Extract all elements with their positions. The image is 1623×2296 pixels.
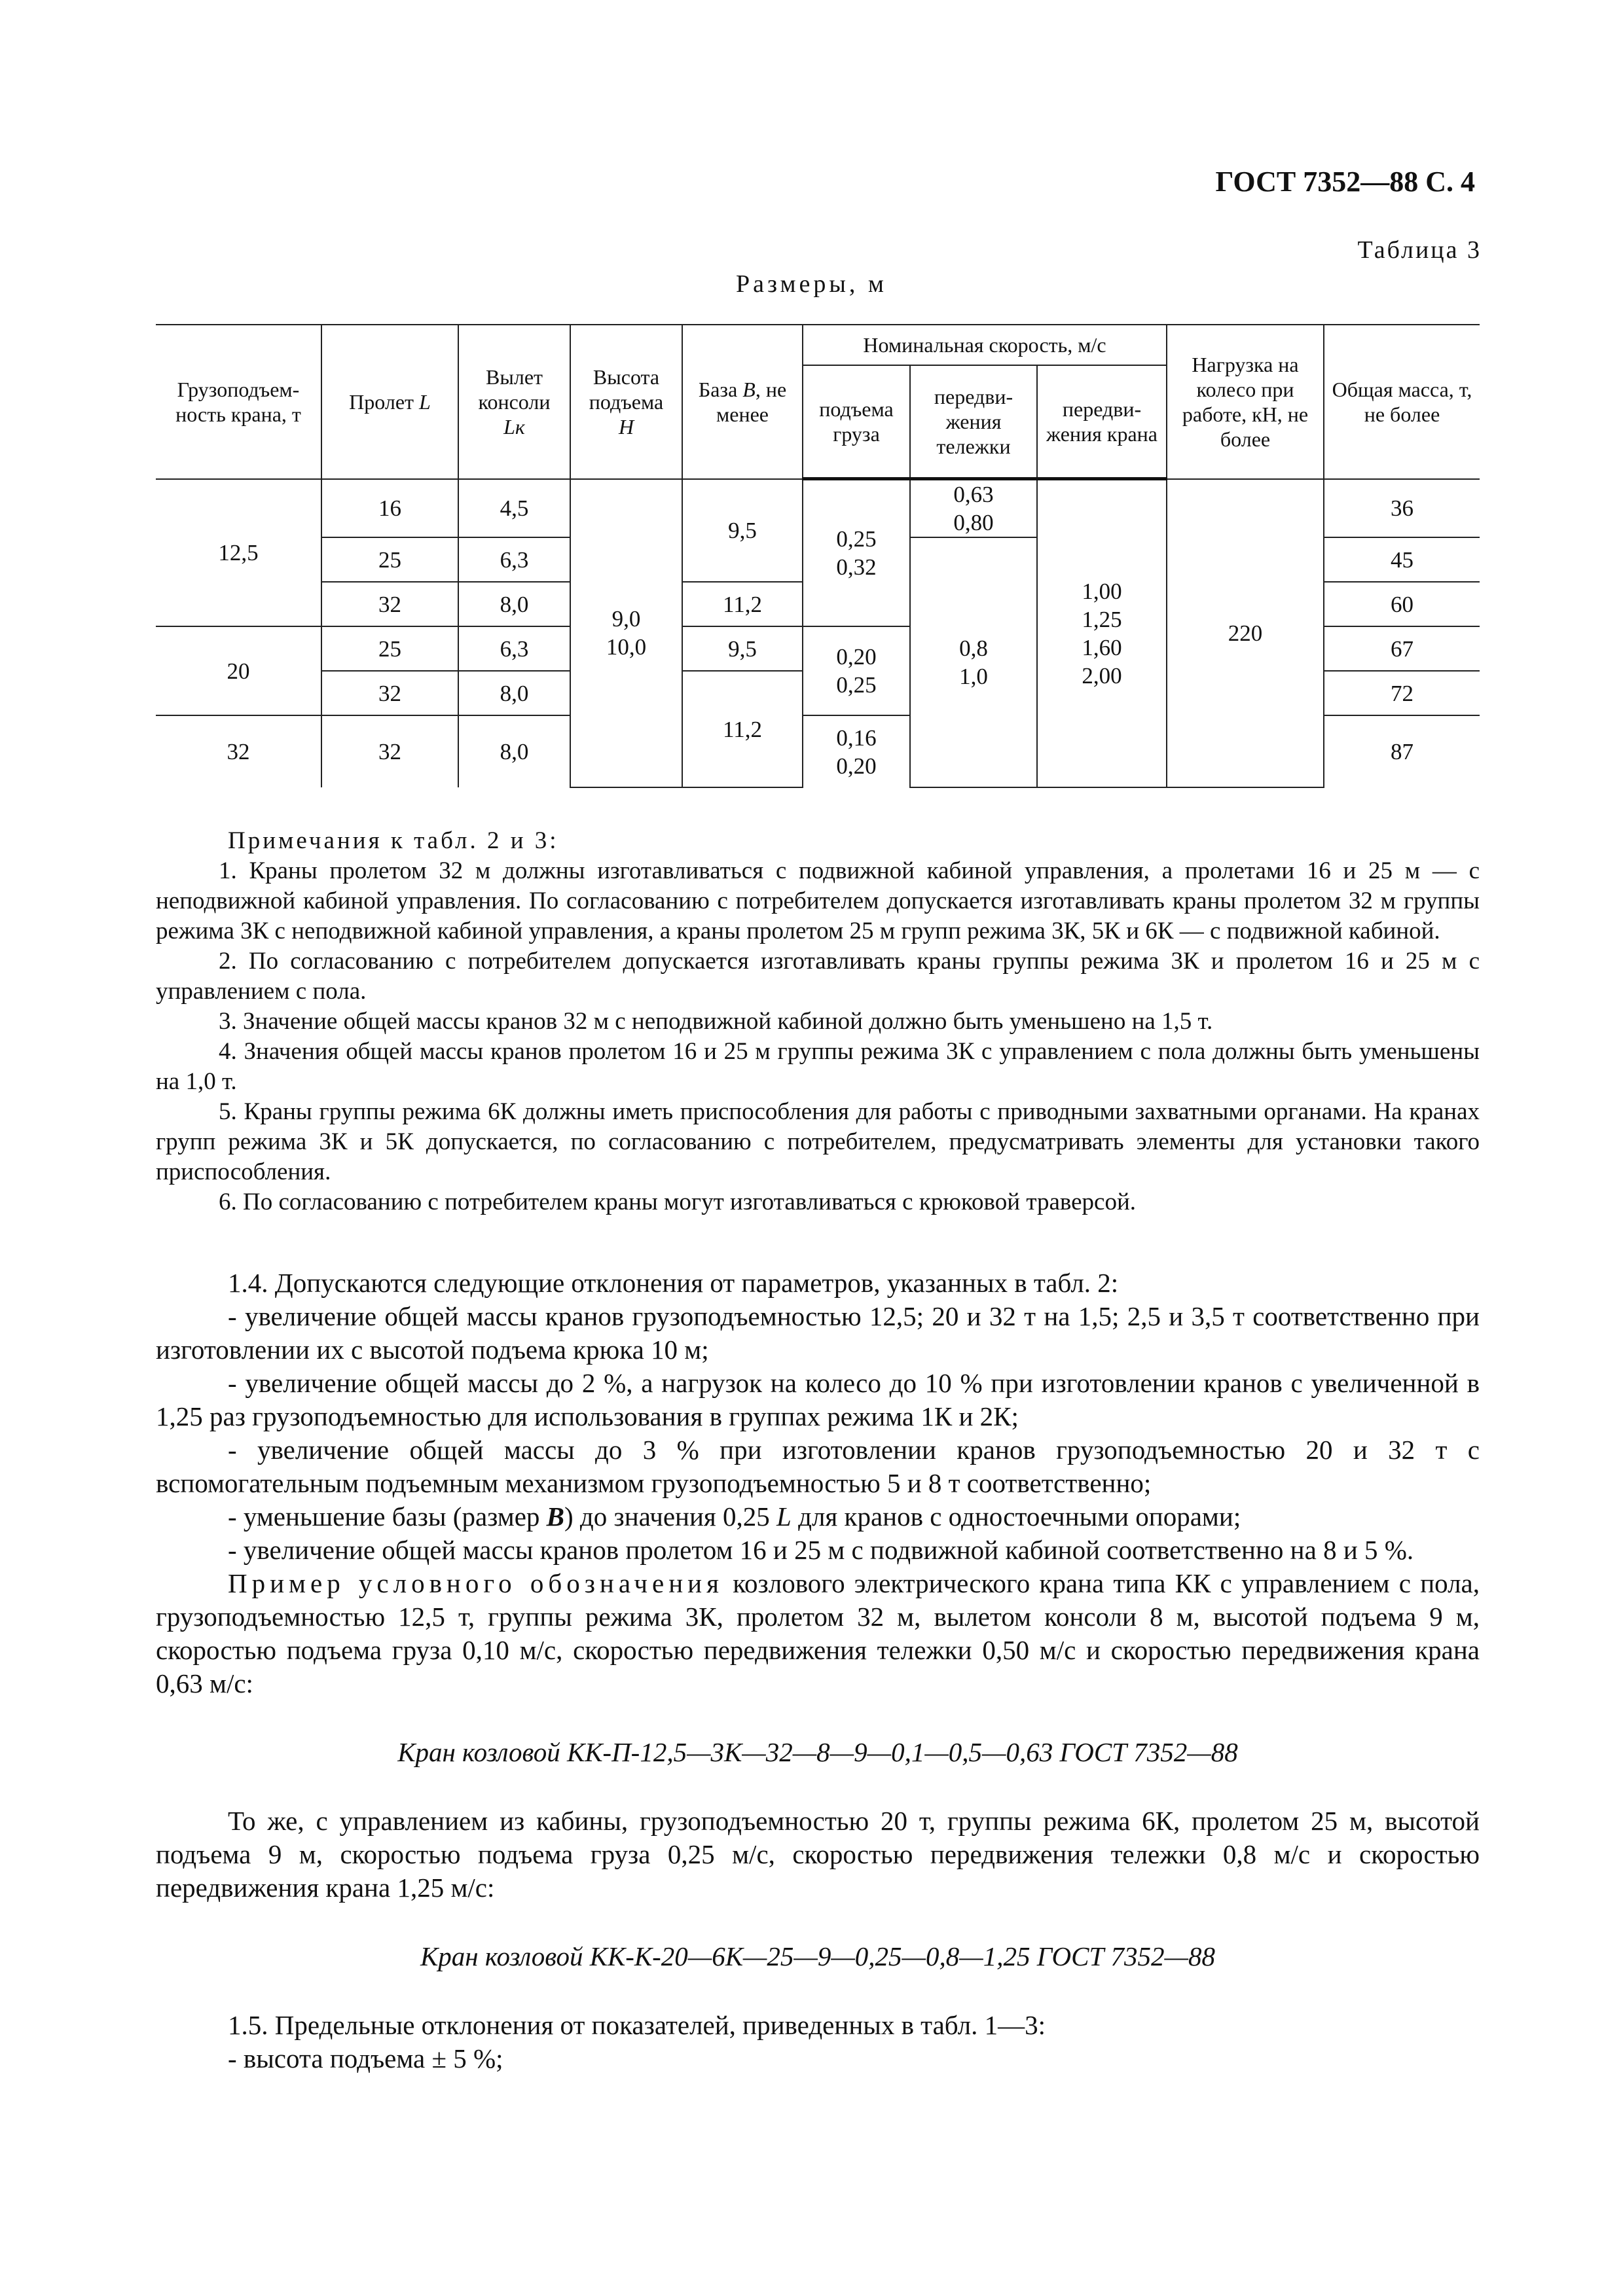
- designation-formula-2: Кран козловой КК-К-20—6К—25—9—0,25—0,8—1,25 ГОСТ 7352—88: [420, 1941, 1215, 1971]
- designation-formula-1: Кран козловой КК-П-12,5—3К—32—8—9—0,1—0,5—0,63 ГОСТ 7352—88: [397, 1737, 1238, 1767]
- table-row: [156, 479, 1480, 538]
- note-item: 4. Значения общей массы кранов пролетом 16 и 25 м группы режима 3К с управлением с пола должны быть уменьшены на 1,0 т.: [156, 1038, 1480, 1095]
- cell-reach: 6,3: [458, 626, 570, 671]
- header-total-mass: Общая масса, т, не более: [1324, 325, 1480, 479]
- header-span: Пролет L: [321, 325, 458, 479]
- cell-capacity: 12,5: [156, 479, 321, 627]
- cell-mass: 36: [1324, 479, 1480, 538]
- note-item: 3. Значение общей массы кранов 32 м с неподвижной кабиной должно быть уменьшено на 1,5 т.: [219, 1008, 1213, 1035]
- cell-base: 11,2: [682, 671, 803, 787]
- cell-span: 16: [321, 479, 458, 538]
- cell-mass: 72: [1324, 671, 1480, 715]
- cell-mass: 45: [1324, 537, 1480, 582]
- cell-speed-lift: 0,20 0,25: [803, 626, 910, 715]
- cell-base: 11,2: [682, 582, 803, 626]
- cell-span: 32: [321, 671, 458, 715]
- dimensions-note: Размеры, м: [736, 270, 887, 298]
- header-capacity: Грузоподъем- ность крана, т: [156, 325, 321, 479]
- note-item: 2. По согласованию с потребителем допускается изготавливать краны группы режима 3К и пролетом 16 и 25 м с управлением с пола.: [156, 948, 1480, 1005]
- header-speed-crane: передви- жения крана: [1037, 365, 1167, 479]
- deviation-item: - увеличение общей массы кранов пролетом 16 и 25 м с подвижной кабиной соответственно на 8 и 5 %.: [228, 1535, 1414, 1565]
- cell-wheel-load: 220: [1167, 479, 1324, 788]
- note-item: 1. Краны пролетом 32 м должны изготавливаться с подвижной кабиной управления, а пролетами 16 и 25 м — с неподвижной кабиной управления. По согласованию с потребителем допускается изготавливать краны пролетом 32 м группы режима 3К с неподвижной кабиной управления, а краны пролетом 25 м групп режима 3К, 5К и 6К — с подвижной кабиной.: [156, 857, 1480, 944]
- cell-reach: 6,3: [458, 537, 570, 582]
- section-1-4-intro: 1.4. Допускаются следующие отклонения от параметров, указанных в табл. 2:: [228, 1268, 1119, 1298]
- cell-mass: 67: [1324, 626, 1480, 671]
- cell-reach: 8,0: [458, 671, 570, 715]
- cell-speed-trolley: 0,63 0,80: [910, 479, 1037, 538]
- cell-height: 9,0 10,0: [570, 479, 682, 788]
- header-wheel-load: Нагрузка на колесо при работе, кН, не более: [1167, 325, 1324, 479]
- deviation-item: - уменьшение базы (размер B) до значения 0,25 L для кранов с одностоечными опорами;: [228, 1501, 1241, 1532]
- cell-mass: 60: [1324, 582, 1480, 626]
- cell-span: 25: [321, 537, 458, 582]
- table-notes: [156, 826, 1480, 1217]
- cell-base: 9,5: [682, 479, 803, 583]
- designation-example: Пример условного обозначения козлового электрического крана типа КК с управлением с пола, грузоподъемностью 12,5 т, группы режима 3К, пролетом 32 м, вылетом консоли 8 м, высотой подъема 9 м, скоростью подъема груза 0,10 м/с, скоростью передвижения тележки 0,50 м/с и скоростью передвижения крана 0,63 м/с:: [156, 1568, 1480, 1698]
- notes-title: Примечания к табл. 2 и 3:: [228, 827, 559, 854]
- note-item: 5. Краны группы режима 6К должны иметь приспособления для работы с приводными захватными органами. На кранах групп режима 3К и 5К допускается, по согласованию с потребителем, предусматривать элементы для установки такого приспособления.: [156, 1098, 1480, 1185]
- cell-reach: 8,0: [458, 582, 570, 626]
- designation-example-2: То же, с управлением из кабины, грузоподъемностью 20 т, группы режима 6К, пролетом 25 м, высотой подъема 9 м, скоростью подъема груза 0,25 м/с, скоростью передвижения тележки 0,8 м/с и скоростью передвижения крана 1,25 м/с:: [156, 1806, 1480, 1903]
- cell-speed-lift: 0,25 0,32: [803, 479, 910, 627]
- table-number: Таблица 3: [1357, 236, 1482, 264]
- header-height: Высота подъема H: [570, 325, 682, 479]
- cell-span: 25: [321, 626, 458, 671]
- cell-speed-trolley: 0,8 1,0: [910, 537, 1037, 787]
- deviation-item: - увеличение общей массы до 3 % при изготовлении кранов грузоподъемностью 20 и 32 т с вспомогательным подъемным механизмом грузоподъемностью 5 и 8 т соответственно;: [156, 1435, 1480, 1498]
- cell-reach: 4,5: [458, 479, 570, 538]
- cell-capacity: 20: [156, 626, 321, 715]
- page-header: ГОСТ 7352—88 С. 4: [1215, 166, 1475, 198]
- cell-mass: 87: [1324, 715, 1480, 787]
- cell-base: 9,5: [682, 626, 803, 671]
- tolerance-item: - высота подъема ± 5 %;: [228, 2043, 503, 2073]
- cell-reach: 8,0: [458, 715, 570, 787]
- deviation-item: - увеличение общей массы кранов грузоподъемностью 12,5; 20 и 32 т на 1,5; 2,5 и 3,5 т соответственно при изготовлении их с высотой подъема крюка 10 м;: [156, 1301, 1480, 1365]
- parameters-table: [156, 324, 1480, 788]
- cell-span: 32: [321, 582, 458, 626]
- cell-capacity: 32: [156, 715, 321, 787]
- deviation-item: - увеличение общей массы до 2 %, а нагрузок на колесо до 10 % при изготовлении кранов с увеличенной в 1,25 раз грузоподъемностью для использования в группах режима 1К и 2К;: [156, 1368, 1480, 1431]
- cell-speed-lift: 0,16 0,20: [803, 715, 910, 787]
- cell-speed-crane: 1,00 1,25 1,60 2,00: [1037, 479, 1167, 788]
- header-speed-lift: подъема груза: [803, 365, 910, 479]
- note-item: 6. По согласованию с потребителем краны могут изготавливаться с крюковой траверсой.: [219, 1189, 1137, 1215]
- header-speed-group: Номинальная скорость, м/с: [803, 325, 1167, 365]
- main-text: [156, 1266, 1480, 2075]
- section-1-5-intro: 1.5. Предельные отклонения от показателей, приведенных в табл. 1—3:: [228, 2010, 1046, 2040]
- header-speed-trolley: передви- жения тележки: [910, 365, 1037, 479]
- cell-span: 32: [321, 715, 458, 787]
- header-base: База B, не менее: [682, 325, 803, 479]
- header-reach: Вылет консоли Lк: [458, 325, 570, 479]
